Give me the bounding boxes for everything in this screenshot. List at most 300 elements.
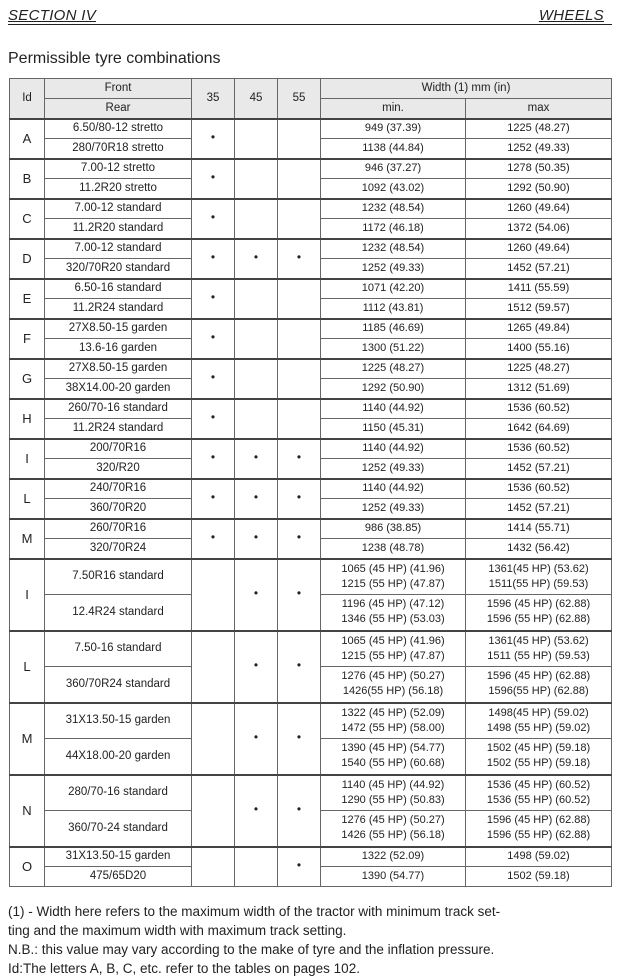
footnote-line: ting and the maximum width with maximum track setting. <box>8 923 347 938</box>
rear-tyre: 320/R20 <box>45 459 192 479</box>
width-max-cell <box>466 279 612 299</box>
width-max-cell <box>466 139 612 159</box>
width-min-value: 1390 (54.77) <box>361 870 425 882</box>
row-id: I <box>10 439 45 479</box>
width-max-cell <box>466 479 612 499</box>
hp-45-cell <box>235 559 278 631</box>
width-max-value: 1536 (55 HP) (60.52) <box>486 793 591 806</box>
hp-55-cell <box>278 239 321 279</box>
width-min-value: 1196 (45 HP) (47.12) <box>341 598 445 611</box>
width-min-cell <box>321 339 466 359</box>
width-max-value: 1432 (56.42) <box>507 541 570 554</box>
width-max-value: 1596 (45 HP) (62.88) <box>486 598 591 611</box>
width-min-cell <box>321 279 466 299</box>
compatible-dot: • <box>210 130 216 144</box>
width-max-cell <box>466 539 612 559</box>
compatible-dot: • <box>253 530 259 544</box>
width-max-value: 1511 (55 HP) (59.53) <box>487 649 590 662</box>
width-min-value: 1215 (55 HP) (47.87) <box>341 577 445 590</box>
hp-45-cell <box>235 631 278 703</box>
hp-35-cell <box>192 359 235 399</box>
width-max-value: 1411 (55.59) <box>507 282 570 295</box>
width-max-cell <box>466 811 612 847</box>
width-max-cell <box>466 259 612 279</box>
width-min-cell <box>321 319 466 339</box>
compatible-dot: • <box>253 730 259 744</box>
hp-55-cell <box>278 847 321 887</box>
compatible-dot: • <box>210 330 216 344</box>
width-min-value: 1092 (43.02) <box>361 181 425 194</box>
hp-35-cell <box>192 631 235 703</box>
width-min-cell <box>321 299 466 319</box>
width-max-cell <box>466 739 612 775</box>
hp-45-cell <box>235 279 278 319</box>
hp-35-cell <box>192 775 235 847</box>
compatible-dot: • <box>253 490 259 504</box>
width-max-value: 1512 (59.57) <box>507 301 570 314</box>
front-tyre: 280/70-16 standard <box>45 775 192 811</box>
hp-35-cell <box>192 199 235 239</box>
width-min-value: 986 (38.85) <box>364 522 422 535</box>
width-min-value: 946 (37.27) <box>364 162 422 175</box>
rear-tyre: 360/70R24 standard <box>45 667 192 703</box>
rear-tyre: 320/70R20 standard <box>45 259 192 279</box>
hp-55-cell <box>278 631 321 703</box>
row-id: L <box>10 479 45 519</box>
width-max-cell <box>466 559 612 595</box>
width-max-value: 1502 (45 HP) (59.18) <box>486 742 591 755</box>
width-min-value: 1150 (45.31) <box>362 421 424 434</box>
hp-45-cell <box>235 703 278 775</box>
width-max-cell <box>466 379 612 399</box>
width-max-cell <box>466 319 612 339</box>
width-min-value: 1185 (46.69) <box>362 322 424 335</box>
width-max-value: 1252 (49.33) <box>507 141 570 154</box>
row-id: C <box>10 199 45 239</box>
front-tyre: 27X8.50-15 garden <box>45 319 192 339</box>
width-max-value: 1414 (55.71) <box>507 522 570 535</box>
width-max-value: 1642 (64.69) <box>507 421 570 434</box>
table-row <box>10 159 612 179</box>
row-id: B <box>10 159 45 199</box>
width-min-value: 1238 (48.78) <box>361 541 425 554</box>
footnote-line: N.B.: this value may vary according to the make of tyre and the inflation pressure. <box>8 942 495 957</box>
front-tyre: 240/70R16 <box>45 479 192 499</box>
compatible-dot: • <box>210 370 216 384</box>
footnote-line: Id:The letters A, B, C, etc. refer to the tables on pages 102. <box>8 961 360 976</box>
width-max-value: 1260 (49.64) <box>507 202 570 215</box>
width-min-value: 1292 (50.90) <box>361 381 425 394</box>
width-min-value: 1322 (52.09) <box>361 850 425 863</box>
width-min-value: 1065 (45 HP) (41.96) <box>341 634 445 647</box>
width-min-value: 1276 (45 HP) (50.27) <box>341 670 445 683</box>
table-row <box>10 119 612 139</box>
width-max-value: 1536 (60.52) <box>507 482 570 495</box>
width-min-value: 1290 (55 HP) (50.83) <box>341 793 445 806</box>
width-min-cell <box>321 595 466 631</box>
compatible-dot: • <box>296 658 302 672</box>
hp-45-cell <box>235 399 278 439</box>
hp-45-cell <box>235 775 278 847</box>
compatible-dot: • <box>210 490 216 504</box>
front-tyre: 27X8.50-15 garden <box>45 359 192 379</box>
hp-55-cell <box>278 199 321 239</box>
width-min-value: 1300 (51.22) <box>361 341 425 354</box>
width-min-cell <box>321 239 466 259</box>
hp-55-cell <box>278 319 321 359</box>
hp-55-cell <box>278 559 321 631</box>
rear-tyre: 11.2R20 stretto <box>45 179 192 199</box>
width-max-value: 1292 (50.90) <box>507 181 570 194</box>
tyre-table-body <box>10 119 612 887</box>
hp-55-cell <box>278 119 321 159</box>
width-min-value: 1140 (45 HP) (44.92) <box>341 778 445 791</box>
hp-35-cell <box>192 399 235 439</box>
width-max-cell <box>466 867 612 887</box>
header-hp-55: 55 <box>278 79 321 119</box>
row-id: N <box>10 775 45 847</box>
width-min-value: 1252 (49.33) <box>361 461 425 474</box>
width-max-value: 1502 (55 HP) (59.18) <box>486 757 591 770</box>
width-max-value: 1502 (59.18) <box>507 870 570 882</box>
width-max-value: 1498 (59.02) <box>507 850 570 863</box>
width-max-cell <box>466 399 612 419</box>
hp-45-cell <box>235 199 278 239</box>
front-tyre: 6.50/80-12 stretto <box>45 119 192 139</box>
compatible-dot: • <box>210 530 216 544</box>
rear-tyre: 475/65D20 <box>45 867 192 887</box>
width-max-value: 1511(55 HP) (59.53) <box>488 577 589 590</box>
width-min-cell <box>321 479 466 499</box>
table-row <box>10 439 612 459</box>
width-min-value: 1225 (48.27) <box>361 362 425 375</box>
width-min-cell <box>321 667 466 703</box>
width-min-cell <box>321 219 466 239</box>
width-max-value: 1596 (55 HP) (62.88) <box>486 829 591 842</box>
front-tyre: 260/70-16 standard <box>45 399 192 419</box>
width-max-value: 1498 (55 HP) (59.02) <box>486 721 591 734</box>
width-min-value: 1252 (49.33) <box>361 501 425 514</box>
row-id: E <box>10 279 45 319</box>
header-min: min. <box>321 99 466 119</box>
rear-tyre: 12.4R24 standard <box>45 595 192 631</box>
width-max-value: 1452 (57.21) <box>507 501 570 514</box>
compatible-dot: • <box>296 530 302 544</box>
width-max-value: 1361(45 HP) (53.62) <box>488 562 589 575</box>
width-min-value: 1071 (42.20) <box>361 282 425 295</box>
front-tyre: 7.00-12 standard <box>45 239 192 259</box>
width-max-value: 1225 (48.27) <box>507 362 570 375</box>
row-id: M <box>10 703 45 775</box>
width-max-cell <box>466 179 612 199</box>
width-max-cell <box>466 459 612 479</box>
width-min-cell <box>321 199 466 219</box>
width-min-cell <box>321 499 466 519</box>
header-width: Width (1) mm (in) <box>321 79 612 99</box>
compatible-dot: • <box>210 410 216 424</box>
width-max-value: 1260 (49.64) <box>507 242 570 255</box>
width-min-cell <box>321 703 466 739</box>
compatible-dot: • <box>253 802 259 816</box>
width-min-cell <box>321 847 466 867</box>
row-id: A <box>10 119 45 159</box>
width-min-value: 1390 (45 HP) (54.77) <box>341 742 445 755</box>
width-max-cell <box>466 239 612 259</box>
section-label: SECTION IV <box>8 7 97 24</box>
width-min-value: 1065 (45 HP) (41.96) <box>341 562 445 575</box>
front-tyre: 200/70R16 <box>45 439 192 459</box>
table-row <box>10 519 612 539</box>
table-row <box>10 559 612 595</box>
hp-35-cell <box>192 479 235 519</box>
width-max-value: 1312 (51.69) <box>507 381 570 394</box>
compatible-dot: • <box>296 450 302 464</box>
footnote-line: (1) - Width here refers to the maximum width of the tractor with minimum track set- <box>8 904 501 919</box>
width-min-cell <box>321 179 466 199</box>
width-min-cell <box>321 631 466 667</box>
hp-35-cell <box>192 119 235 159</box>
header-hp-35: 35 <box>192 79 235 119</box>
row-id: F <box>10 319 45 359</box>
width-max-cell <box>466 339 612 359</box>
front-tyre: 7.00-12 stretto <box>45 159 192 179</box>
compatible-dot: • <box>296 858 302 873</box>
width-max-value: 1498(45 HP) (59.02) <box>488 706 589 719</box>
table-row <box>10 239 612 259</box>
width-min-value: 1140 (44.92) <box>362 442 424 455</box>
width-min-value: 1252 (49.33) <box>361 261 425 274</box>
compatible-dot: • <box>210 290 216 304</box>
hp-45-cell <box>235 319 278 359</box>
table-row <box>10 847 612 867</box>
header-id: Id <box>10 79 45 119</box>
width-max-cell <box>466 419 612 439</box>
width-max-value: 1361(45 HP) (53.62) <box>488 634 589 647</box>
width-max-value: 1536 (60.52) <box>507 402 570 415</box>
hp-35-cell <box>192 519 235 559</box>
width-min-cell <box>321 519 466 539</box>
hp-45-cell <box>235 439 278 479</box>
width-min-cell <box>321 419 466 439</box>
width-min-cell <box>321 159 466 179</box>
width-max-cell <box>466 847 612 867</box>
rear-tyre: 11.2R20 standard <box>45 219 192 239</box>
hp-55-cell <box>278 775 321 847</box>
rear-tyre: 360/70-24 standard <box>45 811 192 847</box>
compatible-dot: • <box>210 210 216 224</box>
table-row <box>10 775 612 811</box>
width-max-value: 1225 (48.27) <box>507 122 570 135</box>
compatible-dot: • <box>253 586 259 600</box>
width-max-cell <box>466 219 612 239</box>
row-id: D <box>10 239 45 279</box>
front-tyre: 260/70R16 <box>45 519 192 539</box>
hp-35-cell <box>192 319 235 359</box>
rear-tyre: 11.2R24 standard <box>45 299 192 319</box>
header-hp-45: 45 <box>235 79 278 119</box>
width-min-cell <box>321 559 466 595</box>
hp-35-cell <box>192 239 235 279</box>
hp-55-cell <box>278 399 321 439</box>
hp-45-cell <box>235 479 278 519</box>
width-max-cell <box>466 519 612 539</box>
width-min-value: 1232 (48.54) <box>361 242 425 255</box>
width-max-cell <box>466 499 612 519</box>
width-max-cell <box>466 299 612 319</box>
rear-tyre: 320/70R24 <box>45 539 192 559</box>
table-row <box>10 631 612 667</box>
hp-35-cell <box>192 159 235 199</box>
width-max-cell <box>466 667 612 703</box>
table-row <box>10 359 612 379</box>
width-min-cell <box>321 439 466 459</box>
width-min-value: 1232 (48.54) <box>361 202 425 215</box>
width-min-value: 1215 (55 HP) (47.87) <box>341 649 445 662</box>
width-min-value: 1276 (45 HP) (50.27) <box>341 814 445 827</box>
width-min-cell <box>321 459 466 479</box>
hp-35-cell <box>192 439 235 479</box>
width-max-value: 1452 (57.21) <box>507 461 570 474</box>
width-min-cell <box>321 811 466 847</box>
hp-45-cell <box>235 119 278 159</box>
table-row <box>10 199 612 219</box>
width-max-cell <box>466 119 612 139</box>
width-max-cell <box>466 199 612 219</box>
hp-45-cell <box>235 239 278 279</box>
front-tyre: 31X13.50-15 garden <box>45 847 192 867</box>
tyre-combinations-table <box>9 78 612 887</box>
width-max-cell <box>466 439 612 459</box>
width-max-cell <box>466 703 612 739</box>
width-min-cell <box>321 539 466 559</box>
width-min-cell <box>321 739 466 775</box>
compatible-dot: • <box>296 250 302 264</box>
compatible-dot: • <box>210 450 216 464</box>
table-row <box>10 319 612 339</box>
header-max: max <box>466 99 612 119</box>
hp-35-cell <box>192 279 235 319</box>
rear-tyre: 360/70R20 <box>45 499 192 519</box>
width-min-value: 949 (37.39) <box>364 122 422 135</box>
width-min-value: 1472 (55 HP) (58.00) <box>341 721 445 734</box>
rear-tyre: 280/70R18 stretto <box>45 139 192 159</box>
width-min-value: 1322 (45 HP) (52.09) <box>341 706 445 719</box>
hp-55-cell <box>278 359 321 399</box>
compatible-dot: • <box>296 802 302 816</box>
row-id: L <box>10 631 45 703</box>
compatible-dot: • <box>296 490 302 504</box>
front-tyre: 31X13.50-15 garden <box>45 703 192 739</box>
row-id: G <box>10 359 45 399</box>
hp-55-cell <box>278 439 321 479</box>
front-tyre: 6.50-16 standard <box>45 279 192 299</box>
compatible-dot: • <box>253 450 259 464</box>
front-tyre: 7.00-12 standard <box>45 199 192 219</box>
width-max-cell <box>466 159 612 179</box>
header-front: Front <box>45 79 192 99</box>
width-max-value: 1536 (45 HP) (60.52) <box>486 778 591 791</box>
page-header <box>8 6 612 25</box>
front-tyre: 7.50R16 standard <box>45 559 192 595</box>
width-min-cell <box>321 139 466 159</box>
width-max-value: 1265 (49.84) <box>507 322 570 335</box>
hp-55-cell <box>278 519 321 559</box>
width-max-value: 1596(55 HP) (62.88) <box>488 685 589 698</box>
width-min-cell <box>321 379 466 399</box>
table-row <box>10 399 612 419</box>
row-id: M <box>10 519 45 559</box>
row-id: H <box>10 399 45 439</box>
hp-55-cell <box>278 279 321 319</box>
width-min-cell <box>321 259 466 279</box>
compatible-dot: • <box>296 730 302 744</box>
width-max-value: 1372 (54.06) <box>507 221 570 234</box>
front-tyre: 7.50-16 standard <box>45 631 192 667</box>
hp-45-cell <box>235 519 278 559</box>
table-row <box>10 279 612 299</box>
width-min-value: 1172 (46.18) <box>362 221 424 234</box>
width-min-value: 1140 (44.92) <box>362 482 424 495</box>
table-row <box>10 479 612 499</box>
rear-tyre: 11.2R24 standard <box>45 419 192 439</box>
width-max-value: 1596 (45 HP) (62.88) <box>486 814 591 827</box>
hp-35-cell <box>192 703 235 775</box>
width-max-value: 1536 (60.52) <box>507 442 570 455</box>
hp-45-cell <box>235 847 278 887</box>
width-min-cell <box>321 867 466 887</box>
width-max-value: 1596 (55 HP) (62.88) <box>486 613 591 626</box>
header-rear: Rear <box>45 99 192 119</box>
hp-55-cell <box>278 703 321 775</box>
table-row <box>10 703 612 739</box>
footnotes <box>8 902 500 978</box>
rear-tyre: 38X14.00-20 garden <box>45 379 192 399</box>
hp-35-cell <box>192 847 235 887</box>
width-min-value: 1426(55 HP) (56.18) <box>342 685 444 698</box>
width-max-cell <box>466 775 612 811</box>
compatible-dot: • <box>296 586 302 600</box>
chapter-label: WHEELS <box>538 7 604 24</box>
hp-55-cell <box>278 159 321 199</box>
row-id: I <box>10 559 45 631</box>
row-id: O <box>10 847 45 887</box>
width-min-value: 1346 (55 HP) (53.03) <box>341 613 445 626</box>
hp-45-cell <box>235 159 278 199</box>
rear-tyre: 44X18.00-20 garden <box>45 739 192 775</box>
compatible-dot: • <box>253 658 259 672</box>
hp-45-cell <box>235 359 278 399</box>
width-max-value: 1278 (50.35) <box>507 162 570 175</box>
width-max-value: 1452 (57.21) <box>507 261 570 274</box>
width-max-cell <box>466 631 612 667</box>
page-title: Permissible tyre combinations <box>8 50 221 67</box>
width-min-value: 1140 (44.92) <box>362 402 424 415</box>
width-min-value: 1540 (55 HP) (60.68) <box>341 757 445 770</box>
width-min-cell <box>321 119 466 139</box>
width-max-cell <box>466 359 612 379</box>
width-min-cell <box>321 399 466 419</box>
compatible-dot: • <box>253 250 259 264</box>
width-min-value: 1426 (55 HP) (56.18) <box>341 829 445 842</box>
hp-55-cell <box>278 479 321 519</box>
width-max-value: 1596 (45 HP) (62.88) <box>486 670 591 683</box>
compatible-dot: • <box>210 170 216 184</box>
rear-tyre: 13.6-16 garden <box>45 339 192 359</box>
compatible-dot: • <box>210 250 216 264</box>
width-min-cell <box>321 775 466 811</box>
width-min-value: 1112 (43.81) <box>362 301 424 314</box>
width-max-value: 1400 (55.16) <box>507 341 570 354</box>
